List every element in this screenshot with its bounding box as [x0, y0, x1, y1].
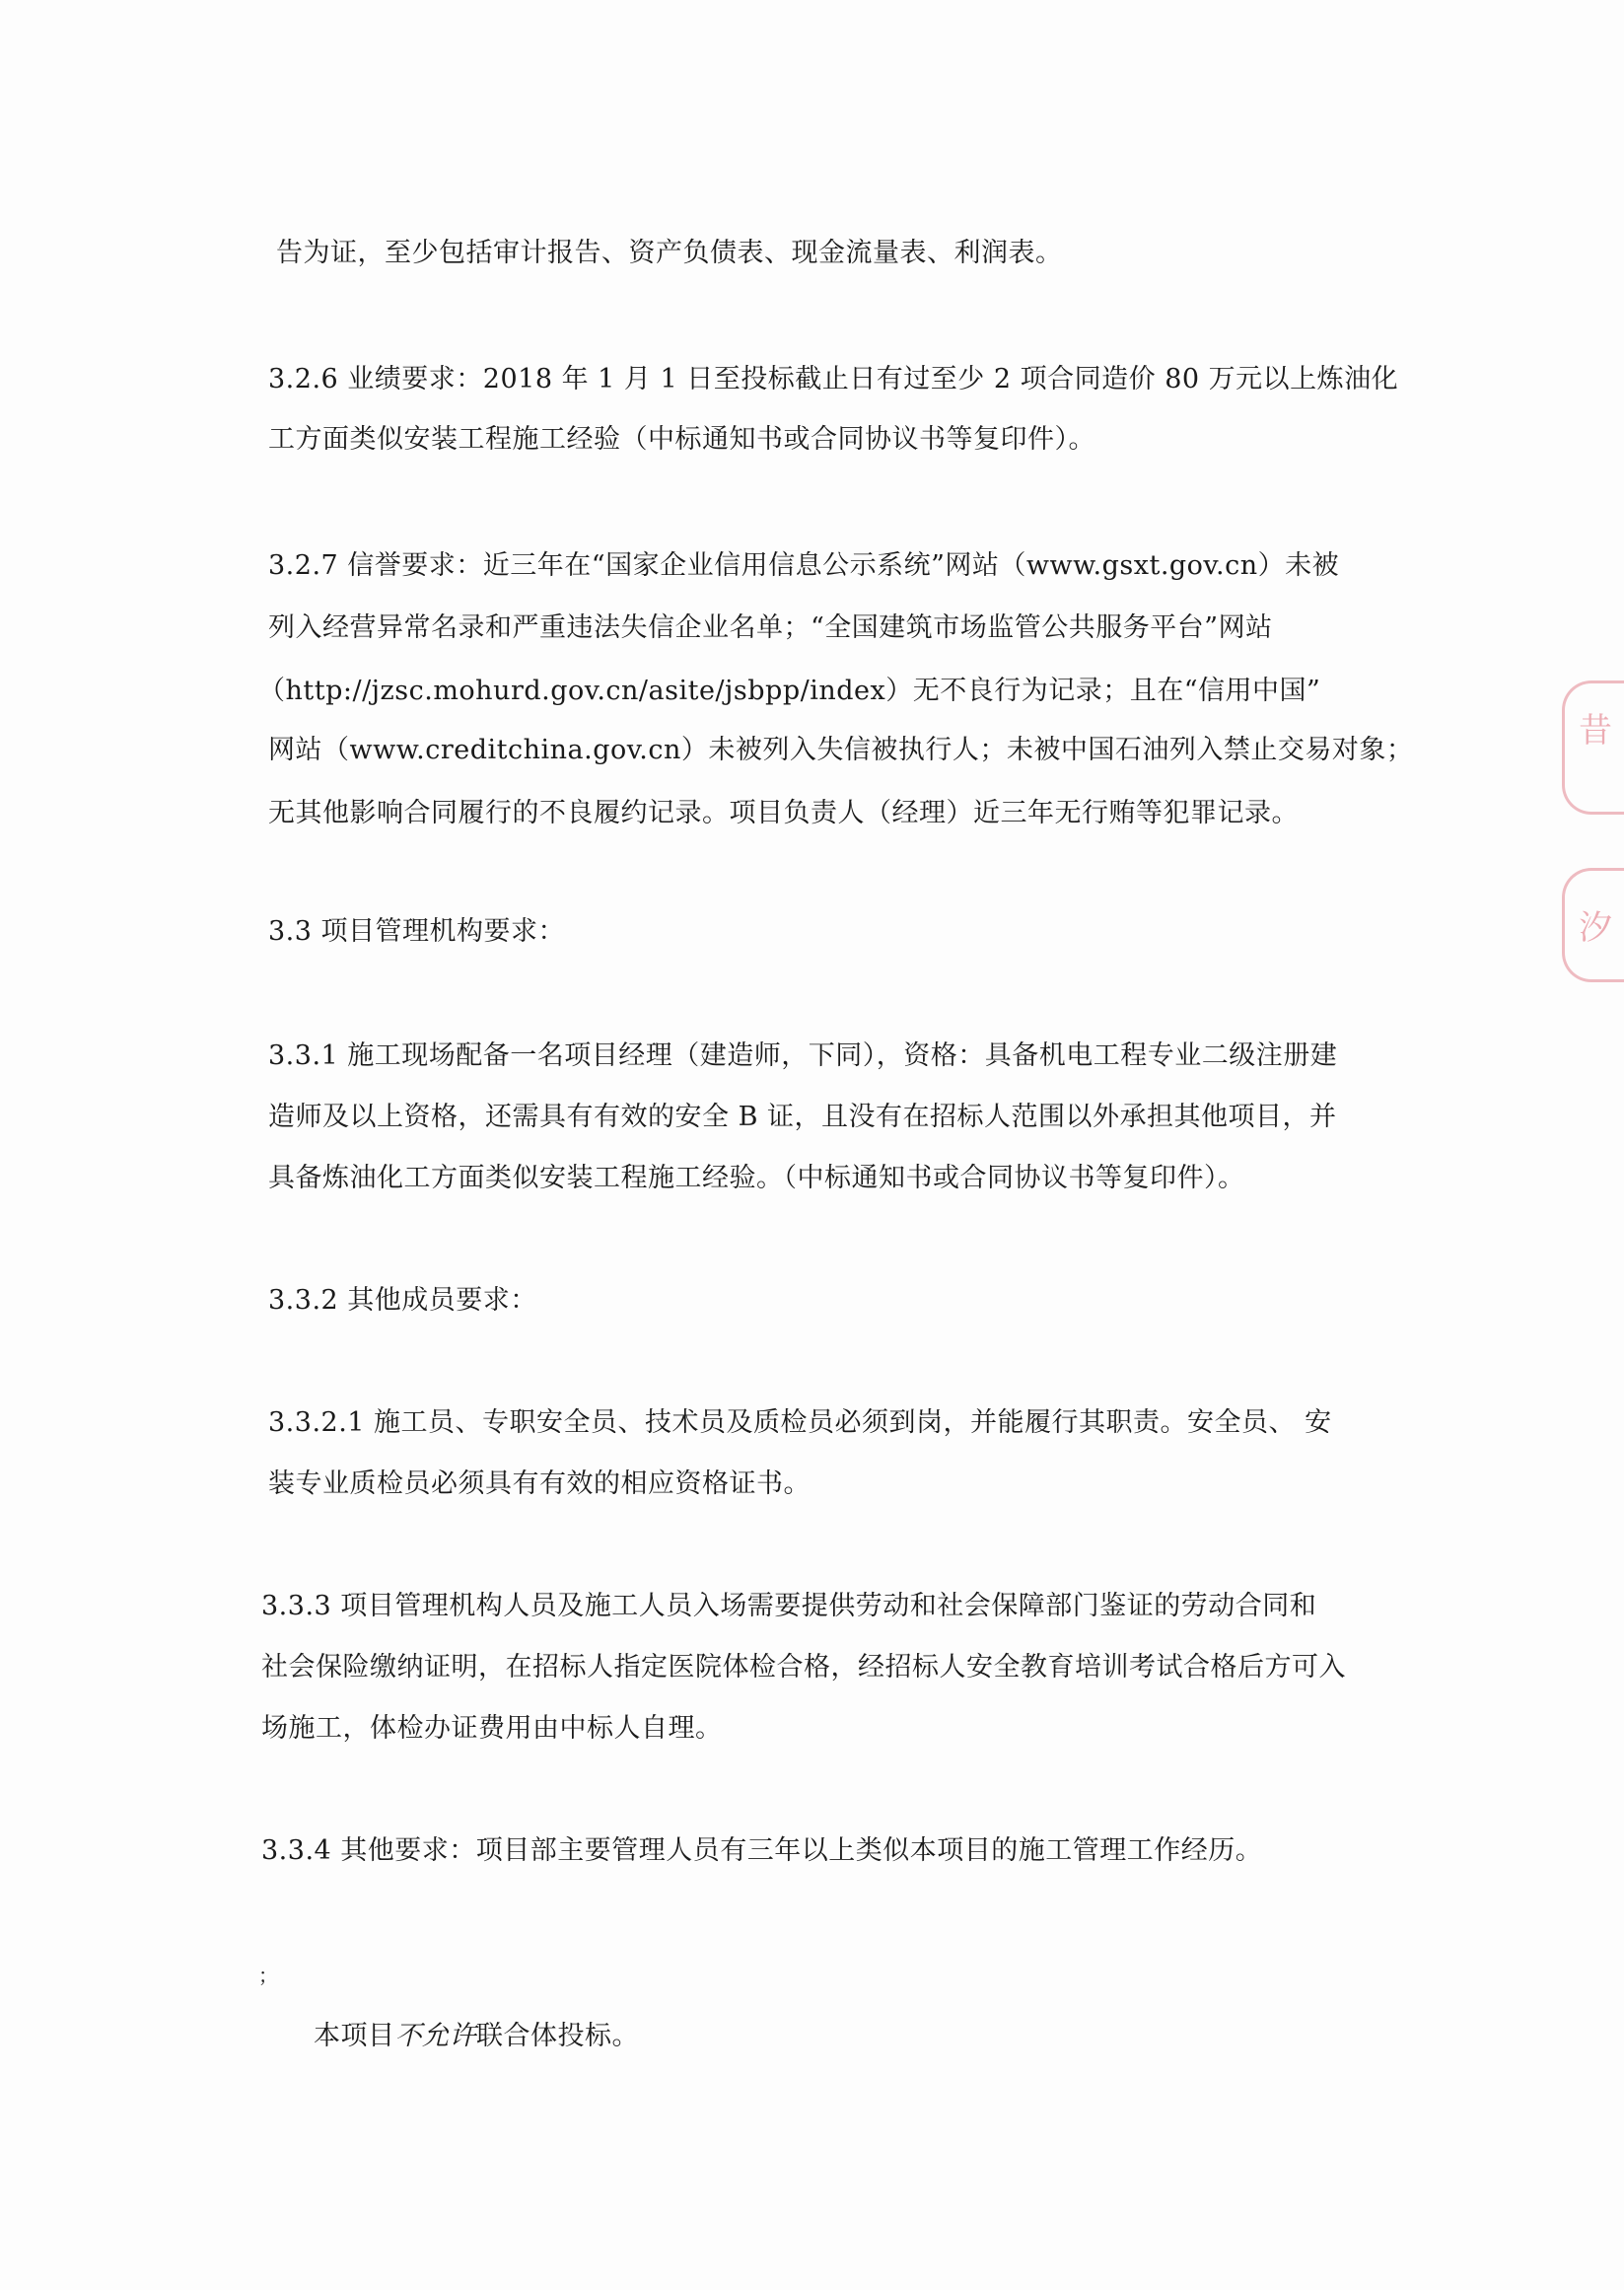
paragraph-line: 3.3.4 其他要求：项目部主要管理人员有三年以上类似本项目的施工管理工作经历。 [261, 1835, 1263, 1866]
closing-suffix: 联合体投标。 [476, 2021, 639, 2051]
paragraph-line: 工方面类似安装工程施工经验（中标通知书或合同协议书等复印件）。 [268, 424, 1095, 455]
stray-mark: ； [258, 1964, 279, 1987]
paragraph-line: 3.3.1 施工现场配备一名项目经理（建造师，下同），资格：具备机电工程专业二级注册建 [268, 1040, 1338, 1071]
paragraph-line: 列入经营异常名录和严重违法失信企业名单；“全国建筑市场监管公共服务平台”网站 [268, 612, 1273, 643]
paragraph-line: 造师及以上资格，还需具有有效的安全 B 证，且没有在招标人范围以外承担其他项目，并 [268, 1102, 1337, 1132]
seal-stamp-top [1562, 680, 1624, 815]
paragraph-line: 场施工，体检办证费用由中标人自理。 [261, 1713, 723, 1744]
closing-italic: 不允许 [394, 2021, 476, 2051]
paragraph-line: 社会保险缴纳证明，在招标人指定医院体检合格，经招标人安全教育培训考试合格后方可入 [261, 1652, 1346, 1682]
seal-stamp-bottom [1562, 868, 1624, 982]
paragraph-line: 3.2.7 信誉要求：近三年在“国家企业信用信息公示系统”网站（www.gsxt.gov.cn）未被 [268, 550, 1340, 581]
section-heading: 3.3 项目管理机构要求： [268, 916, 566, 947]
section-heading: 3.3.2 其他成员要求： [268, 1285, 537, 1316]
paragraph-line: 3.3.3 项目管理机构人员及施工人员入场需要提供劳动和社会保障部门鉴证的劳动合同和 [261, 1591, 1317, 1621]
paragraph-line: 无其他影响合同履行的不良履约记录。项目负责人（经理）近三年无行贿等犯罪记录。 [268, 798, 1299, 828]
paragraph-line: 装专业质检员必须具有有效的相应资格证书。 [268, 1468, 811, 1499]
paragraph-line: 具备炼油化工方面类似安装工程施工经验。（中标通知书或合同协议书等复印件）。 [268, 1163, 1245, 1193]
paragraph-line: 告为证，至少包括审计报告、资产负债表、现金流量表、利润表。 [276, 238, 1063, 268]
closing-prefix: 本项目 [314, 2021, 395, 2051]
paragraph-line: 3.3.2.1 施工员、专职安全员、技术员及质检员必须到岗，并能履行其职责。安全员、 安 [268, 1407, 1332, 1438]
closing-line [314, 2020, 639, 2053]
paragraph-line: （http://jzsc.mohurd.gov.cn/asite/jsbpp/index）无不良行为记录；且在“信用中国” [258, 676, 1321, 706]
seal-glyph: 汐 [1579, 908, 1612, 948]
paragraph-line: 网站（www.creditchina.gov.cn）未被列入失信被执行人；未被中国石油列入禁止交易对象； [268, 735, 1414, 765]
paragraph-line: 3.2.6 业绩要求：2018 年 1 月 1 日至投标截止日有过至少 2 项合同造价 80 万元以上炼油化 [268, 364, 1399, 394]
seal-glyph: 昔 [1579, 711, 1612, 751]
